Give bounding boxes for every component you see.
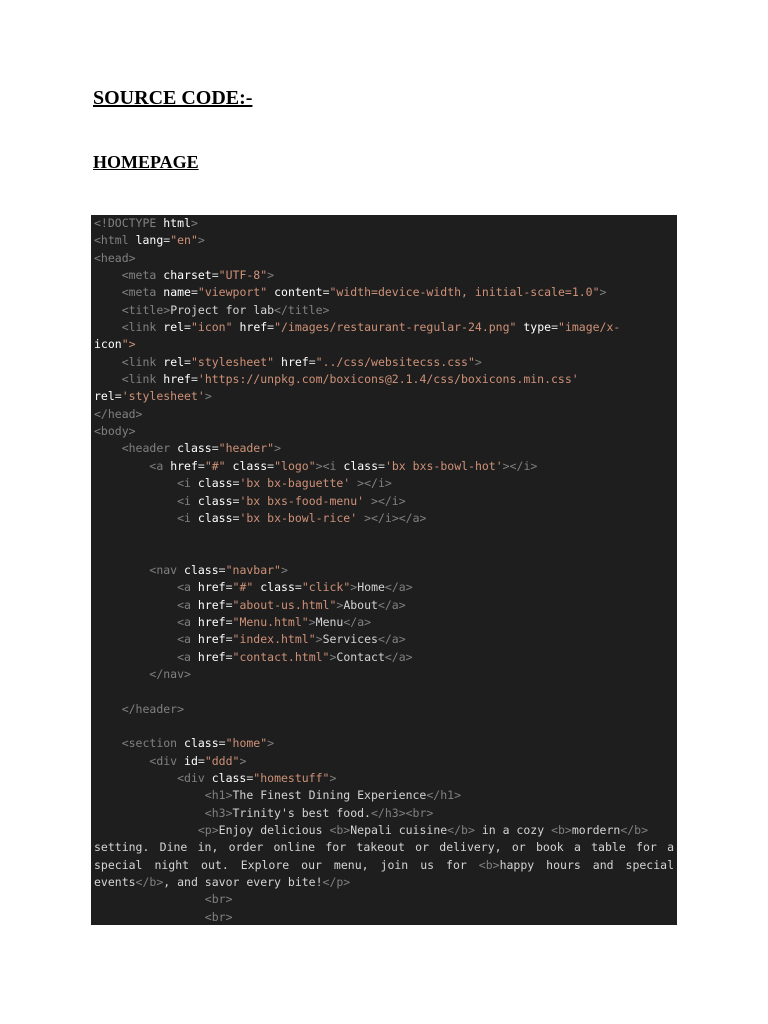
code-line: <i class='bx bxs-food-menu' ></i> — [177, 493, 406, 508]
code-line — [94, 527, 674, 544]
code-line: <a href="Menu.html">Menu</a> — [177, 614, 372, 629]
code-line: special night out. Explore our menu, join us for <b>happy hours and special — [94, 857, 674, 872]
code-line: <a href="contact.html">Contact</a> — [177, 649, 413, 664]
code-line: events</b>, and savor every bite!</p> — [94, 875, 351, 890]
code-line: <nav class="navbar"> — [149, 562, 288, 577]
code-line: <i class='bx bx-baguette' ></i> — [177, 476, 392, 491]
code-line: <link href='https://unpkg.com/boxicons@2.1.4/css/boxicons.min.css' — [121, 372, 579, 387]
code-line: <a href="#" class="logo"><i class='bx bxs-bowl-hot'></i> — [149, 458, 538, 473]
code-line: <br> — [204, 892, 233, 907]
source-code-heading: SOURCE CODE:- — [93, 87, 253, 109]
code-line: <div class="homestuff"> — [177, 771, 337, 785]
code-line: rel='stylesheet'> — [94, 389, 212, 404]
code-line: <a href="#" class="click">Home</a> — [177, 580, 413, 595]
code-line: <link rel="stylesheet" href="../css/websitecss.css"> — [121, 354, 482, 369]
code-line: icon"> — [94, 337, 136, 352]
code-line: <h1>The Finest Dining Experience</h1> — [204, 788, 462, 803]
code-line: <meta name="viewport" content="width=device-width, initial-scale=1.0"> — [121, 285, 607, 300]
code-line: <html lang="en"> — [94, 233, 205, 248]
code-line: </nav> — [149, 666, 191, 681]
homepage-heading: HOMEPAGE — [93, 152, 199, 172]
code-line: <meta charset="UTF-8"> — [121, 268, 275, 283]
code-line — [94, 718, 674, 735]
code-line: <a href="about-us.html">About</a> — [177, 597, 406, 612]
code-line: <a href="index.html">Services</a> — [177, 632, 406, 647]
code-line: <h3>Trinity's best food.</h3><br> — [204, 805, 434, 820]
code-line: <title>Project for lab</title> — [121, 302, 330, 317]
code-line: <div id="ddd"> — [149, 753, 247, 768]
code-line: <head> — [94, 250, 136, 265]
code-line: </header> — [121, 701, 185, 716]
code-line: <section class="home"> — [121, 736, 275, 751]
code-line: <p>Enjoy delicious <b>Nepali cuisine</b> in a cozy <b>mordern</b> — [197, 823, 649, 838]
code-line: <body> — [94, 424, 136, 439]
code-line: <i class='bx bx-bowl-rice' ></i></a> — [177, 510, 427, 525]
code-line: <link rel="icon" href="/images/restaurant-regular-24.png" type="image/x- — [121, 320, 621, 335]
code-line: setting. Dine in, order online for takeout or delivery, or book a table for a — [94, 840, 674, 855]
code-line: <br> — [204, 909, 233, 924]
code-line: <!DOCTYPE html> — [94, 216, 198, 230]
code-line: </head> — [94, 406, 143, 421]
code-block — [91, 215, 677, 925]
code-line: <header class="header"> — [121, 441, 281, 456]
code-line — [94, 545, 674, 562]
code-line — [94, 683, 674, 700]
